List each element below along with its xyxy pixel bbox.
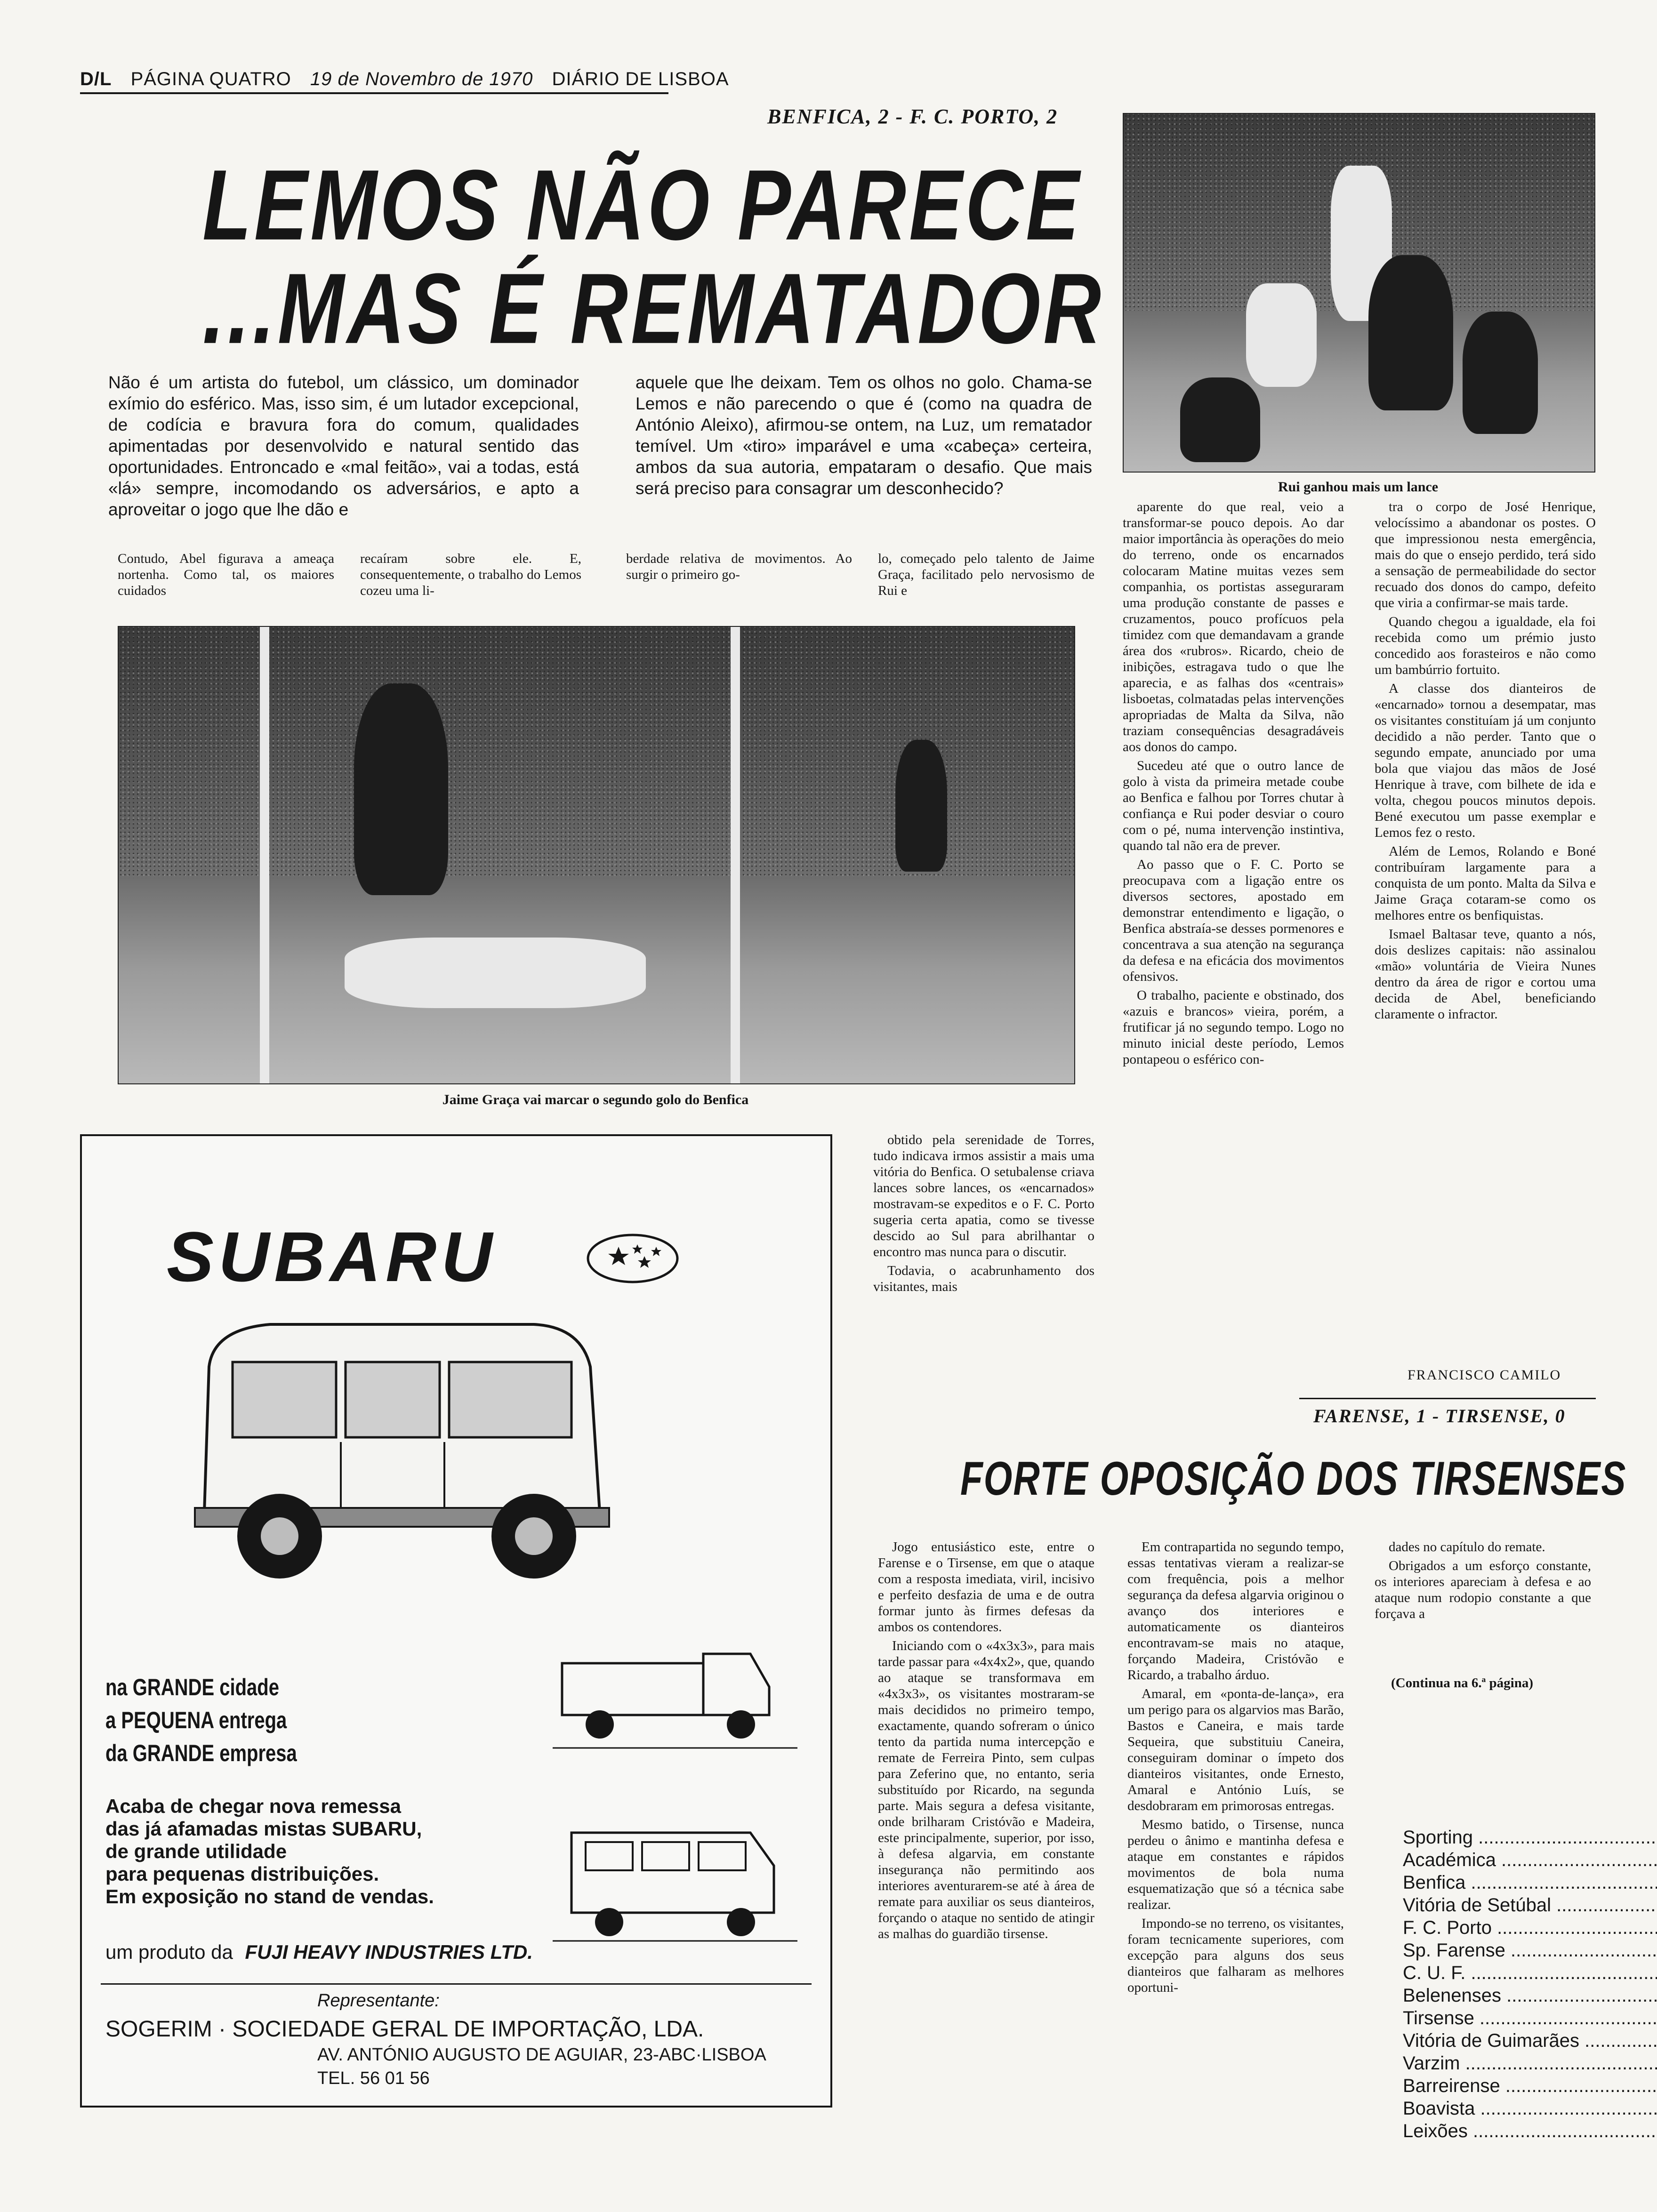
paragraph: A classe dos dianteiros de «encarnado» tornou a desempatar, mas os visitantes constituíam já um conjunto decidido a não perder. Tanto que o segundo empate, anunciado por uma bola que viajou das mãos de José Henrique à trave, com bilhete de ida e volta, chegou poucos minutos depois. Bené executou um passe exemplar e Lemos fez o resto. <box>1375 681 1596 840</box>
ad-body-line: para pequenas distribuições. <box>105 1863 379 1885</box>
ad-body <box>105 1795 553 1908</box>
photo-player <box>895 740 947 872</box>
paragraph: Iniciando com o «4x3x3», para mais tarde passar para «4x4x2», que, quando ao ataque se transformava em «4x3x3», os visitantes mostraram-se mais decididos no primeiro tempo, exactamente, quando sofreram o único tento da partida numa intercepção e remate de Ferreira Pinto, sem culpas para Zeferino que, no entanto, seria substituído por Ricardo, na segunda parte. Mais segura a defesa visitante, onde brilharam Cristóvão e Madeira, este principalmente, superior, por isso, à defesa algarvia, em constante insegurança não permitindo aos interiores aventurarem-se até à área de remate para auxiliar os seus dianteiros, forçando o ataque no sentido de atingir as malhas do guardião tirsense. <box>878 1638 1094 1941</box>
article1-col-mid2 <box>1375 499 1596 1360</box>
table-row: Leixões ..... <box>1403 2120 1657 2142</box>
paper-logo: D/L <box>80 69 112 89</box>
table-row: Benfica ..... <box>1403 1871 1657 1894</box>
table-row: Varzim ..... <box>1403 2052 1657 2075</box>
paragraph: aparente do que real, veio a transformar-se pouco depois. Ao dar maior importância às operações do meio do terreno, onde os encarnados colocaram Matine muitas vezes sem companhia, os portistas asseguraram uma produção constante de passes e cruzamentos, pouco profícuos pela timidez com que demandavam a grande área dos «rubros». Ricardo, cheio de inibições, estragava tudo o que lhe aparecia, e as falhas dos «centrais» lisboetas, colmatadas pelas intervenções apropriadas de Malta da Silva, não traziam consequências desagradáveis aos donos do campo. <box>1123 499 1344 754</box>
ad-slogan-2: a PEQUENA entrega <box>105 1707 287 1733</box>
ad-slogan-1: na GRANDE cidade <box>105 1674 279 1700</box>
article1-col-low <box>873 1132 1094 1377</box>
table-row: Belenenses ..... <box>1403 1984 1657 2007</box>
paragraph: Mesmo batido, o Tirsense, nunca perdeu o ânimo e mantinha defesa e ataque em constantes e rápidos movimentos de bola numa esquematização que só a técnica sabe realizar. <box>1127 1817 1344 1912</box>
article1-signature: FRANCISCO CAMILO <box>1408 1367 1561 1383</box>
table-row: Sporting ..... <box>1403 1826 1657 1849</box>
van-schematic-icon <box>553 1804 797 1946</box>
ad-slogan-3: da GRANDE empresa <box>105 1740 297 1766</box>
article1-lead-right: aquele que lhe deixam. Tem os olhos no golo. Chama-se Lemos e não parecendo o que é (como na quadra de António Aleixo), afirmou-se ontem, na Luz, um rematador temível. Um «tiro» imparável e uma «cabeça» certeira, ambos da sua autoria, empataram o desafio. Que mais será preciso para consagrar um desconhecido? <box>635 373 1092 498</box>
photo-rui-lance <box>1123 113 1595 473</box>
paragraph: Além de Lemos, Rolando e Boné contribuíram largamente para a conquista de um ponto. Malta da Silva e Jaime Graça cotaram-se como os melhores entre os benfiquistas. <box>1375 844 1596 923</box>
paragraph: tra o corpo de José Henrique, velocíssimo a abandonar os postes. O que impressionou nesta emergência, mais do que o ensejo perdido, terá sido a sensação de permeabilidade do sector recuado dos donos do campo, defeito que viria a confirmar-se mais tarde. <box>1375 499 1596 610</box>
photo-jaime-graca-goal <box>118 626 1075 1084</box>
article1-col-d: lo, começado pelo talento de Jaime Graça, facilitado pelo nervosismo de Rui e <box>878 551 1094 598</box>
truck-schematic-icon <box>553 1635 797 1757</box>
star-emblem-icon <box>586 1230 680 1287</box>
paragraph: Impondo-se no terreno, os visitantes, foram tecnicamente superiores, com excepção para alguns dos seus dianteiros que falharam as melhores oportuni- <box>1127 1916 1344 1995</box>
ad-body-line: Em exposição no stand de vendas. <box>105 1885 434 1907</box>
table-row: C. U. F. ..... <box>1403 1962 1657 1984</box>
photo-player <box>1180 377 1260 462</box>
ad-maker-prefix: um produto da <box>105 1941 233 1963</box>
ad-address: AV. ANTÓNIO AUGUSTO DE AGUIAR, 23-ABC·LISBOA <box>317 2045 766 2065</box>
edition-date: 19 de Novembro de 1970 <box>310 69 533 89</box>
article1-headline-line2: ...MAS É REMATADOR <box>202 253 1104 365</box>
table-row: Vitória de Setúbal ..... <box>1403 1894 1657 1916</box>
ad-body-line: Acaba de chegar nova remessa <box>105 1795 401 1817</box>
paragraph: obtido pela serenidade de Torres, tudo indicava irmos assistir a mais uma vitória do Benfica. O setubalense criava lances sobre lances, os «encarnados» mostravam-se expeditos e o F. C. Porto sugeria certa apatia, como se tivesse descido ao Sul para abrilhantar o encontro mas nunca para o discutir. <box>873 1132 1094 1259</box>
photo-goalpost <box>260 627 269 1083</box>
continues-note: (Continua na 6.ª página) <box>1391 1675 1533 1691</box>
masthead <box>80 69 742 90</box>
paragraph: Ismael Baltasar teve, quanto a nós, dois deslizes capitais: não assinalou «mão» voluntária de Vieira Nunes dentro da área de rigor e cortou uma decida de Abel, beneficiando claramente o infractor. <box>1375 927 1596 1022</box>
photo-player <box>1463 312 1538 434</box>
paper-name: DIÁRIO DE LISBOA <box>552 69 729 89</box>
paragraph: Sucedeu até que o outro lance de golo à vista da primeira metade coube ao Benfica e falhou por Torres chutar à confiança e Rui poder desviar o couro com o pé, numa intervenção instintiva, quando tal não era de prever. <box>1123 758 1344 853</box>
article1-col-mid1 <box>1123 499 1344 1374</box>
article1-col-a: Contudo, Abel figurava a ameaça nortenha. Como tal, os maiores cuidados <box>118 551 334 598</box>
table-row: Tirsense ..... <box>1403 2007 1657 2029</box>
article1-col-b: recaíram sobre ele. E, consequentemente, o trabalho do Lemos cozeu uma li- <box>360 551 581 598</box>
paragraph: Jogo entusiástico este, entre o Farense e o Tirsense, em que o ataque com a resposta imediata, viril, incisivo e perfeito desfazia de uma e de outra formar junto às firmes defesas da ambos os contendores. <box>878 1539 1094 1635</box>
ad-body-line: de grande utilidade <box>105 1840 287 1862</box>
article1-headline-line1: LEMOS NÃO PARECE <box>202 149 1082 261</box>
article1-col-c: berdade relativa de movimentos. Ao surgir o primeiro go- <box>626 551 852 582</box>
article2-headline: FORTE OPOSIÇÃO DOS TIRSENSES <box>960 1451 1627 1505</box>
paragraph: Amaral, em «ponta-de-lança», era um perigo para os algarvios mas Barão, Bastos e Caneira, e mais tarde Sequeira, que substituiu Caneira, conseguiram dominar o ímpeto dos dianteiros visitantes, onde Ernesto, Amaral e António Luís, se desdobraram em primorosas entregas. <box>1127 1686 1344 1813</box>
article1-kicker: BENFICA, 2 - F. C. PORTO, 2 <box>767 105 1058 128</box>
article2-col2 <box>1127 1539 1344 2198</box>
photo-goalpost <box>731 627 740 1083</box>
article2-rule <box>1299 1398 1596 1399</box>
masthead-rule <box>80 92 668 94</box>
photo-player <box>354 683 448 895</box>
paragraph: Em contrapartida no segundo tempo, essas tentativas vieram a realizar-se com frequência, pois a melhor segurança da defesa algarvia originou o avanço dos interiores e automaticamente os dianteiros encontravam-se mais no ataque, forçando Madeira, Cristóvão e Ricardo, a trabalho árduo. <box>1127 1539 1344 1683</box>
ad-rep-label: Representante: <box>317 1991 440 2011</box>
ad-company: SOGERIM · SOCIEDADE GERAL DE IMPORTAÇÃO, LDA. <box>105 2017 704 2042</box>
league-table <box>1403 1826 1657 2142</box>
ad-divider <box>101 1983 812 1985</box>
ad-phone: TEL. 56 01 56 <box>317 2068 430 2088</box>
paragraph: Obrigados a um esforço constante, os interiores apareciam à defesa e ao ataque num rodopio constante a que forçava a <box>1375 1558 1591 1621</box>
article2-col3 <box>1375 1539 1591 1671</box>
article1-lead-left: Não é um artista do futebol, um clássico, um dominador exímio do esférico. Mas, isso sim, é um lutador excepcional, de codícia e bravura fora do comum, qualidades apimentadas por desenvolvido e natural sentido das oportunidades. Entroncado e «mal feitão», vai a todas, está «lá» sempre, incomodando os adversários, e apto a aproveitar o jogo que lhe dão e <box>108 373 579 519</box>
paragraph: O trabalho, paciente e obstinado, dos «azuis e brancos» vieira, porém, a frutificar já no segundo tempo. Logo no minuto inicial deste período, Lemos pontapeou o esférico con- <box>1123 988 1344 1067</box>
subaru-ad <box>80 1134 832 2108</box>
ad-brand: SUBARU <box>167 1217 497 1296</box>
paragraph: Todavia, o acabrunhamento dos visitantes, mais <box>873 1263 1094 1294</box>
table-row: Vitória de Guimarães ..... <box>1403 2029 1657 2052</box>
paragraph: Ao passo que o F. C. Porto se preocupava com a ligação entre os diversos sectores, apostado em demonstrar entendimento e ligação, o Benfica abstraía-se desses pormenores e concentrava a sua atenção na segurança da defesa e na eficácia dos movimentos ofensivos. <box>1123 857 1344 984</box>
article2-kicker: FARENSE, 1 - TIRSENSE, 0 <box>1313 1405 1566 1427</box>
ad-body-line: das já afamadas mistas SUBARU, <box>105 1818 422 1840</box>
table-row: Barreirense ..... <box>1403 2075 1657 2097</box>
ad-maker <box>105 1941 533 1964</box>
table-row: Sp. Farense ..... <box>1403 1939 1657 1962</box>
caption-rui: Rui ganhou mais um lance <box>1278 479 1439 495</box>
table-row: F. C. Porto ..... <box>1403 1916 1657 1939</box>
paragraph: Quando chegou a igualdade, ela foi recebida como um prémio justo concedido aos forasteiros e não como um bambúrrio fortuito. <box>1375 614 1596 677</box>
subaru-van-illustration <box>176 1310 647 1602</box>
table-row: Académica ..... <box>1403 1849 1657 1871</box>
photo-player <box>1246 283 1317 387</box>
photo-goalkeeper <box>345 938 646 1008</box>
page-label: PÁGINA QUATRO <box>130 69 291 89</box>
caption-jaime-graca: Jaime Graça vai marcar o segundo golo do Benfica <box>442 1092 749 1107</box>
photo-player <box>1368 255 1453 410</box>
table-row: Boavista ..... <box>1403 2097 1657 2120</box>
article2-col1 <box>878 1539 1094 2198</box>
paragraph: dades no capítulo do remate. <box>1389 1539 1545 1555</box>
ad-maker-name: FUJI HEAVY INDUSTRIES LTD. <box>245 1941 533 1963</box>
